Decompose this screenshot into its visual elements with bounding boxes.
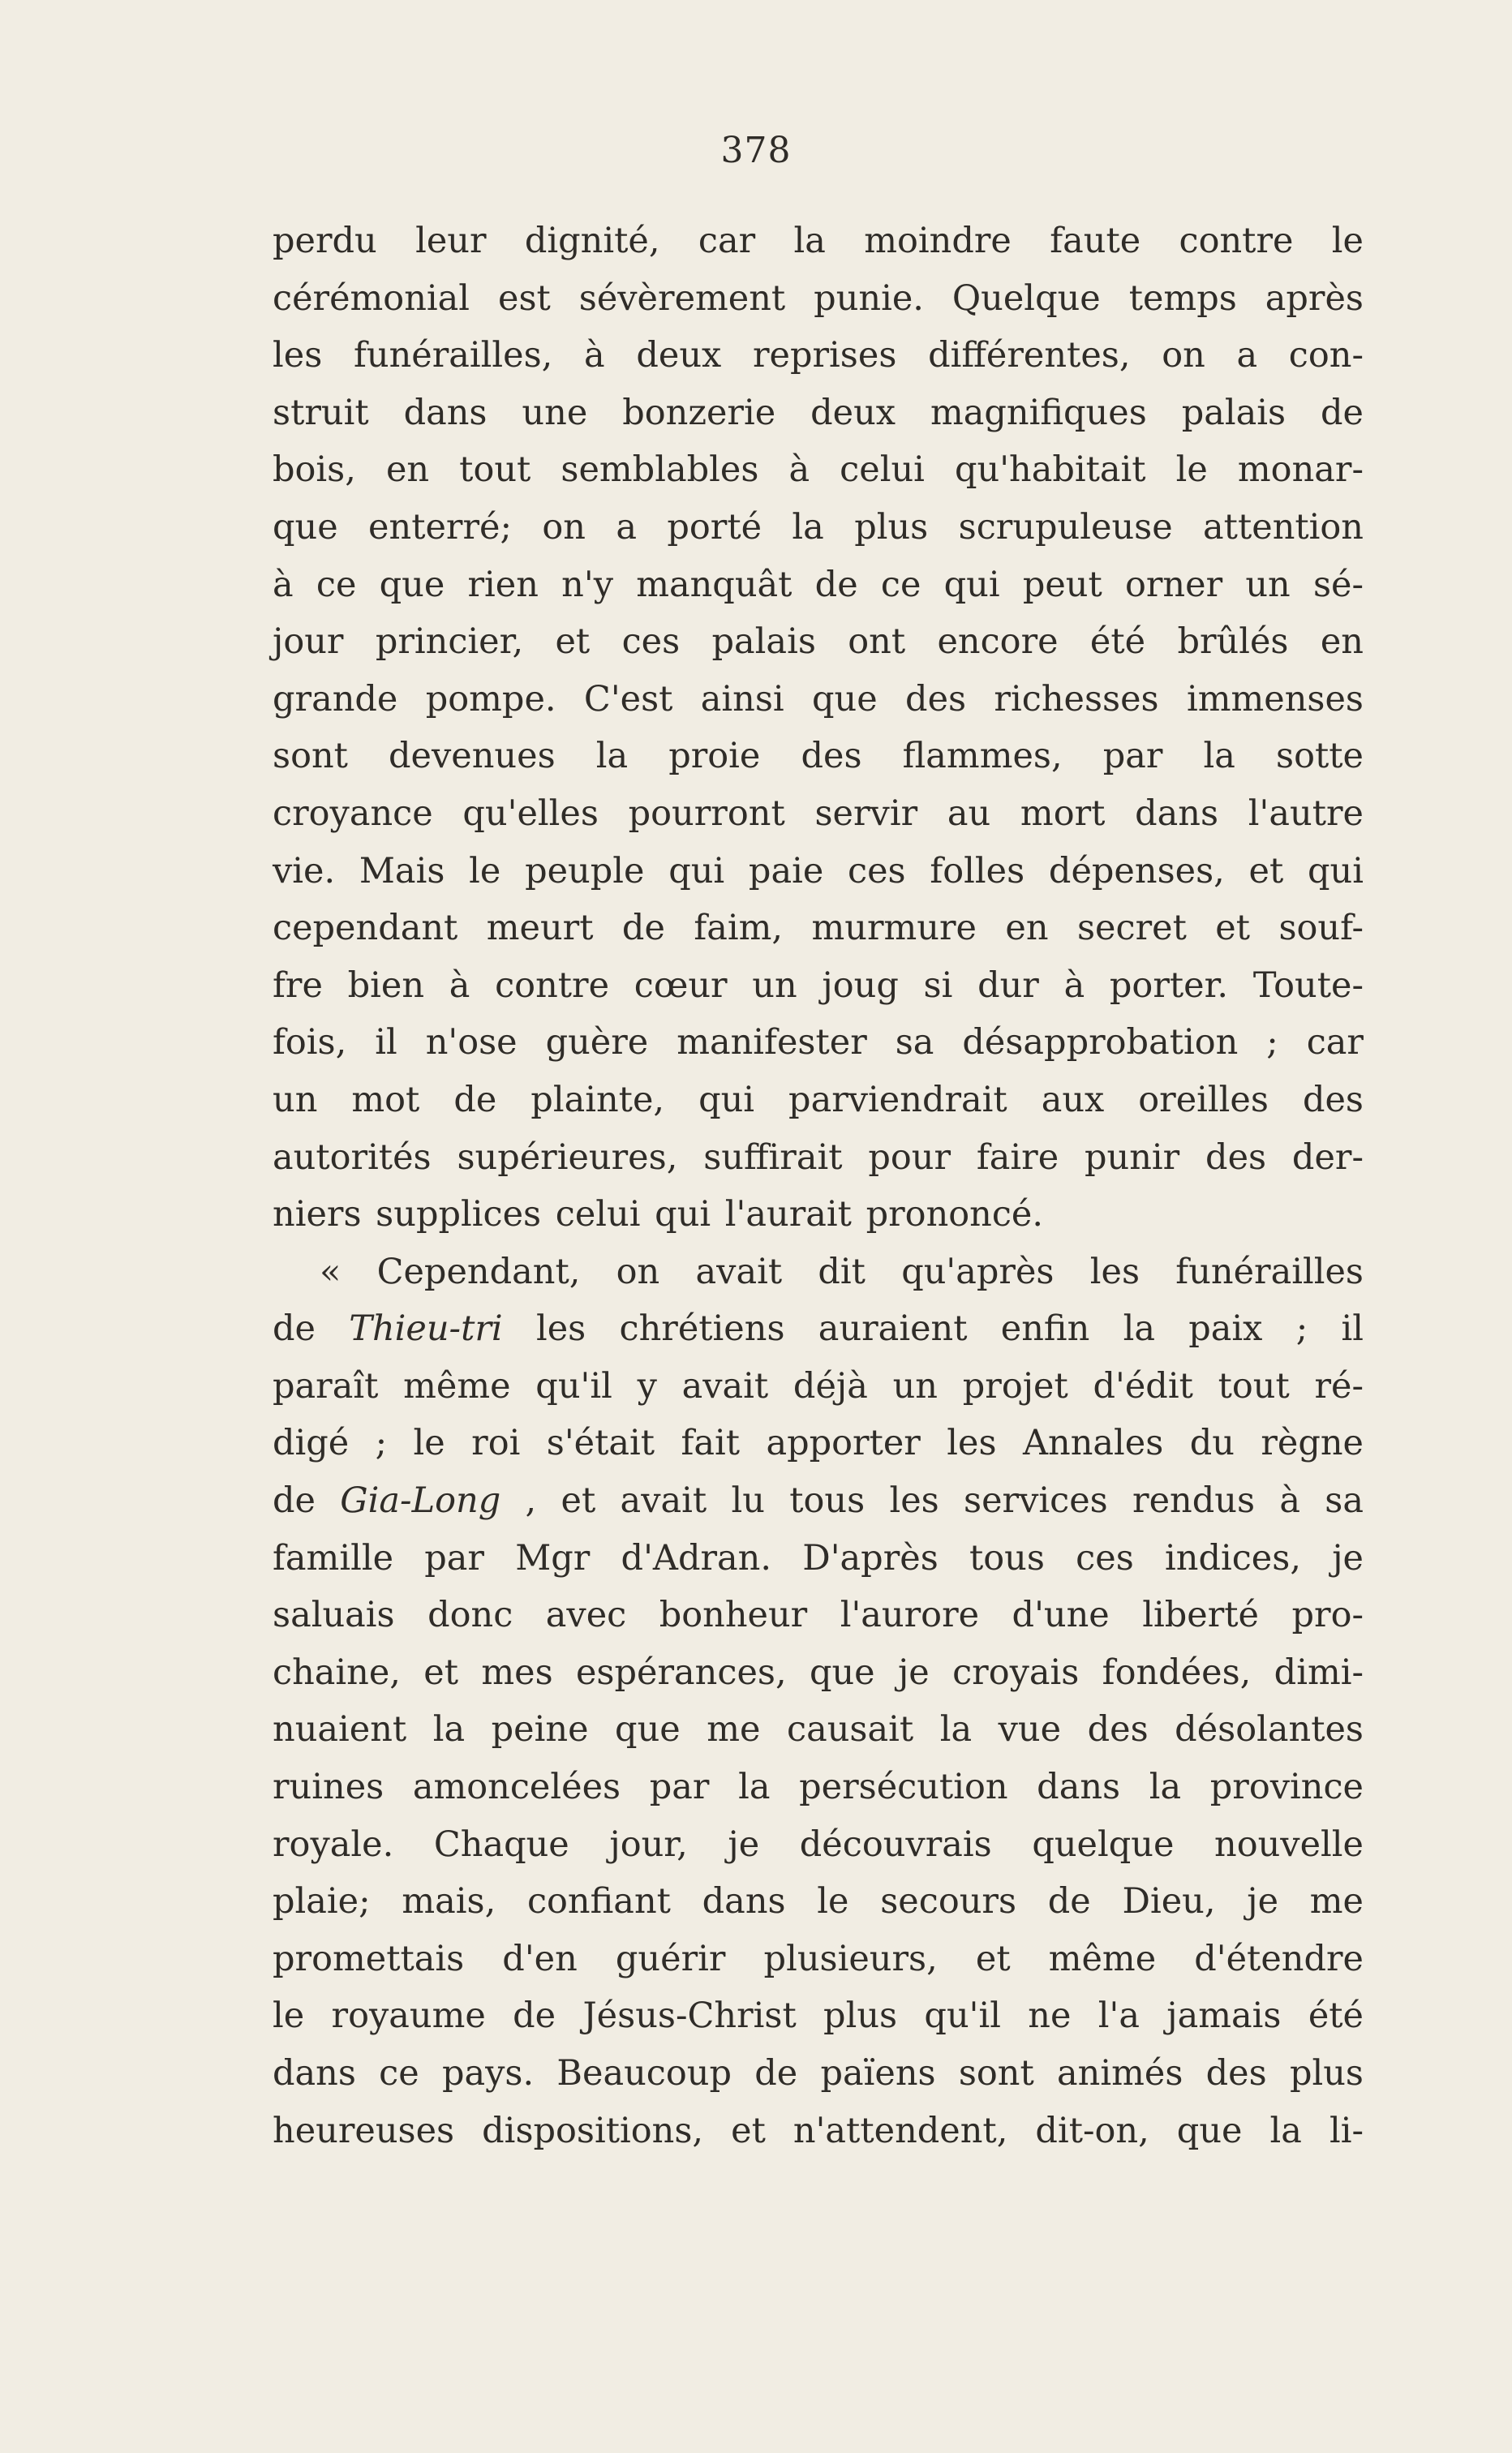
text-line: fois, il n'ose guère manifester sa désapprobation ; car <box>273 1022 1364 1063</box>
text-line: saluais donc avec bonheur l'aurore d'une liberté pro- <box>273 1595 1364 1636</box>
text-line <box>273 1300 1364 1358</box>
text-line: vie. Mais le peuple qui paie ces folles dépenses, et qui <box>273 850 1364 891</box>
text-line: autorités supérieures, suffirait pour faire punir des der- <box>273 1136 1364 1178</box>
text-line <box>273 1472 1364 1530</box>
text-line: chaine, et mes espérances, que je croyais fondées, dimi- <box>273 1652 1364 1693</box>
text-line: paraît même qu'il y avait déjà un projet d'édit tout ré- <box>273 1365 1364 1407</box>
text-line: plaie; mais, confiant dans le secours de Dieu, je me <box>273 1881 1364 1922</box>
emperor-name-italic: Thieu-tri <box>349 1308 503 1350</box>
text-line: un mot de plainte, qui parviendrait aux oreilles des <box>273 1079 1364 1120</box>
text-line: ruines amoncelées par la persécution dans la province <box>273 1767 1364 1808</box>
text-segment: les chrétiens auraient enfin la paix ; il <box>502 1308 1364 1350</box>
text-line: royale. Chaque jour, je découvrais quelque nouvelle <box>273 1824 1364 1865</box>
text-line: que enterré; on a porté la plus scrupuleuse attention <box>273 506 1364 548</box>
text-line: heureuses dispositions, et n'attendent, dit-on, que la li- <box>273 2110 1364 2151</box>
text-line: niers supplices celui qui l'aurait prononcé. <box>273 1194 1044 1235</box>
text-line: cérémonial est sévèrement punie. Quelque temps après <box>273 277 1364 319</box>
text-line: croyance qu'elles pourront servir au mort dans l'autre <box>273 793 1364 834</box>
text-line: le royaume de Jésus-Christ plus qu'il ne l'a jamais été <box>273 1995 1364 2037</box>
text-line: bois, en tout semblables à celui qu'habitait le monar- <box>273 449 1364 491</box>
text-line: cependant meurt de faim, murmure en secret et souf- <box>273 908 1364 949</box>
text-line: perdu leur dignité, car la moindre faute contre le <box>273 221 1364 261</box>
text-line: struit dans une bonzerie deux magnifiques palais de <box>273 392 1364 433</box>
emperor-name-italic: Gia-Long <box>340 1480 501 1522</box>
text-segment: de <box>273 1308 350 1350</box>
text-line: « Cependant, on avait dit qu'après les funérailles <box>320 1251 1364 1292</box>
text-segment: , et avait lu tous les services rendus à sa <box>500 1480 1364 1522</box>
text-line: famille par Mgr d'Adran. D'après tous ces indices, je <box>273 1537 1364 1579</box>
text-line: grande pompe. C'est ainsi que des richesses immenses <box>273 678 1364 720</box>
text-line: nuaient la peine que me causait la vue des désolantes <box>273 1709 1364 1751</box>
text-line: dans ce pays. Beaucoup de païens sont animés des plus <box>273 2053 1364 2094</box>
page-number: 378 <box>720 130 792 171</box>
body-text <box>273 213 1364 2159</box>
text-line: les funérailles, à deux reprises différentes, on a con- <box>273 335 1364 376</box>
text-line: fre bien à contre cœur un joug si dur à porter. Toute- <box>273 964 1364 1006</box>
text-line: sont devenues la proie des flammes, par la sotte <box>273 736 1364 777</box>
text-line: jour princier, et ces palais ont encore été brûlés en <box>273 621 1364 663</box>
text-line: promettais d'en guérir plusieurs, et même d'étendre <box>273 1938 1364 1979</box>
text-line: à ce que rien n'y manquât de ce qui peut orner un sé- <box>273 564 1364 605</box>
text-segment: de <box>273 1480 341 1522</box>
text-line: digé ; le roi s'était fait apporter les Annales du règne <box>273 1423 1364 1464</box>
